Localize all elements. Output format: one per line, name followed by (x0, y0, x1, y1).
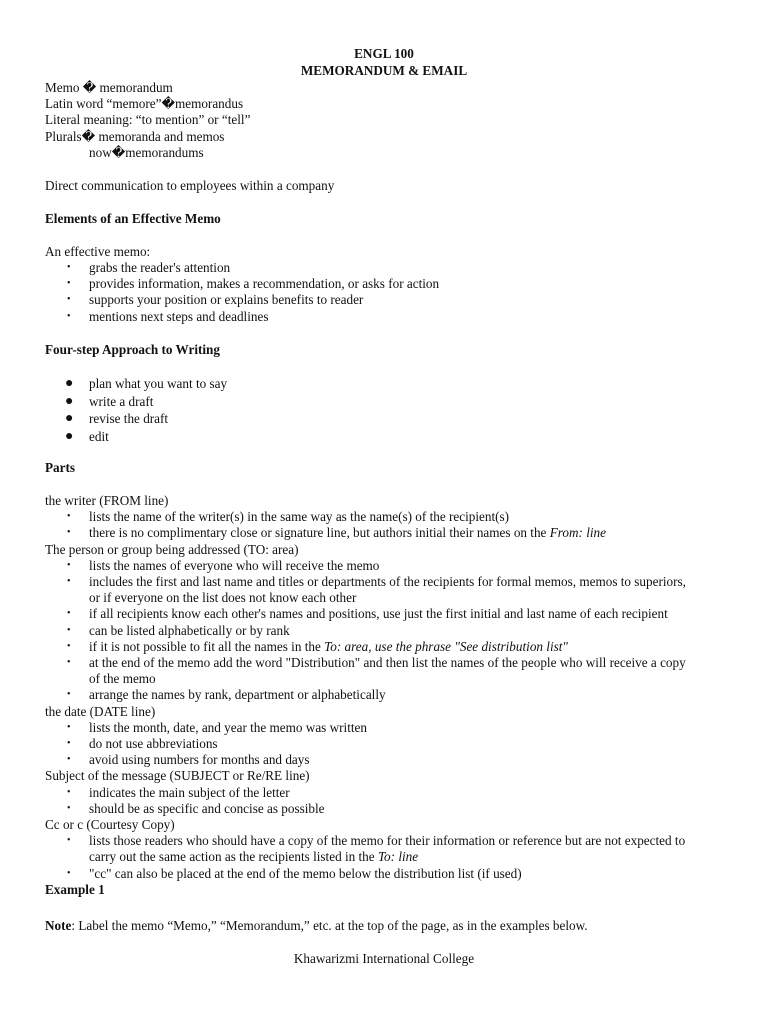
steps-list (45, 375, 735, 445)
bullet-icon: • (67, 310, 71, 322)
footer-college-name: Khawarizmi International College (293, 951, 475, 966)
note-label: Note (45, 918, 72, 933)
bullet-icon: • (67, 608, 71, 620)
bullet-icon: • (67, 640, 71, 652)
note-text: : Label the memo “Memo,” “Memorandum,” etc. at the top of the page, as in the examples below. (71, 918, 588, 933)
list-item: ● revise the draft (65, 411, 169, 426)
bullet-icon: • (67, 835, 71, 847)
bullet-icon: • (67, 867, 71, 879)
list-item: • grabs the reader's attention (67, 260, 231, 275)
list-item: • provides information, makes a recommendation, or asks for action (67, 276, 440, 292)
list-item: • lists those readers who should have a copy of the memo for their information or reference but are not expected to carry out the same action as the recipients listed in the To: line (67, 833, 686, 865)
bullet-icon: • (67, 689, 71, 701)
steps-heading: Four-step Approach to Writing (45, 342, 220, 357)
bullet-icon: • (67, 721, 71, 733)
part-label-cc: Cc or c (Courtesy Copy) (45, 817, 175, 833)
intro-line: Literal meaning: “to mention” or “tell” (45, 112, 251, 128)
bullet-icon: ● (65, 376, 74, 391)
intro-line: Latin word “memore”�memorandus (45, 96, 244, 112)
bullet-icon: • (67, 624, 71, 636)
elements-heading: Elements of an Effective Memo (45, 211, 221, 226)
direct-communication-line: Direct communication to employees within a company (45, 178, 335, 193)
list-item: • avoid using numbers for months and days (67, 752, 310, 768)
bullet-icon: • (67, 511, 71, 523)
bullet-icon: ● (65, 411, 74, 426)
example-heading: Example 1 (45, 881, 105, 897)
part-label-to: The person or group being addressed (TO: area) (45, 541, 299, 557)
bullet-icon: ● (65, 393, 74, 409)
list-item: ● write a draft (65, 393, 154, 409)
bullet-icon: • (67, 754, 71, 766)
list-item: • if all recipients know each other's names and positions, use just the first initial and last name of each recipient (67, 606, 668, 622)
part-label-from: the writer (FROM line) (45, 493, 169, 508)
list-item: • mentions next steps and deadlines (67, 308, 269, 324)
list-item: • should be as specific and concise as possible (67, 800, 325, 816)
bullet-icon: • (67, 802, 71, 814)
list-item: • indicates the main subject of the letter (67, 784, 290, 800)
part-label-date: the date (DATE line) (45, 703, 156, 719)
intro-line: Plurals� memoranda and memos (45, 128, 225, 144)
bullet-icon: • (67, 786, 71, 798)
elements-list (45, 260, 735, 325)
document-title: MEMORANDUM & EMAIL (300, 63, 468, 78)
list-item: • arrange the names by rank, department or alphabetically (67, 687, 386, 703)
list-item: ● plan what you want to say (65, 376, 228, 391)
list-item: • if it is not possible to fit all the names in the To: area, use the phrase "See distribution list" (67, 638, 568, 654)
note-line (45, 918, 735, 934)
bullet-icon: • (67, 657, 71, 669)
bullet-icon: • (67, 559, 71, 571)
list-item: • do not use abbreviations (67, 736, 218, 752)
bullet-icon: • (67, 576, 71, 588)
intro-line: Memo � memorandum (45, 80, 173, 95)
list-item: • at the end of the memo add the word "Distribution" and then list the names of the people who will receive a copy of the memo (67, 655, 686, 687)
bullet-icon: • (67, 262, 71, 273)
list-item: • lists the names of everyone who will receive the memo (67, 557, 380, 573)
list-item: • supports your position or explains benefits to reader (67, 292, 364, 308)
list-item: ● edit (65, 428, 109, 444)
bullet-icon: • (67, 527, 71, 539)
bullet-icon: • (67, 738, 71, 750)
bullet-icon: ● (65, 428, 74, 444)
course-code: ENGL 100 (354, 46, 414, 61)
parts-section (45, 493, 735, 898)
intro-section (45, 80, 735, 161)
list-item: • can be listed alphabetically or by rank (67, 622, 290, 638)
elements-lead: An effective memo: (45, 244, 151, 259)
list-item: • includes the first and last name and titles or departments of the recipients for formal memos, memos to superiors, or if everyone on the list does not know each other (67, 574, 686, 606)
list-item: • lists the name of the writer(s) in the same way as the name(s) of the recipient(s) (67, 509, 510, 525)
list-item: • lists the month, date, and year the memo was written (67, 719, 367, 735)
bullet-icon: • (67, 278, 71, 290)
list-item: • there is no complimentary close or signature line, but authors initial their names on the From: line (67, 525, 606, 541)
parts-heading: Parts (45, 460, 76, 475)
part-label-subject: Subject of the message (SUBJECT or Re/RE line) (45, 768, 310, 784)
bullet-icon: • (67, 294, 71, 306)
intro-line-indented: now�memorandums (89, 144, 204, 160)
list-item: • "cc" can also be placed at the end of the memo below the distribution list (if used) (67, 865, 522, 881)
